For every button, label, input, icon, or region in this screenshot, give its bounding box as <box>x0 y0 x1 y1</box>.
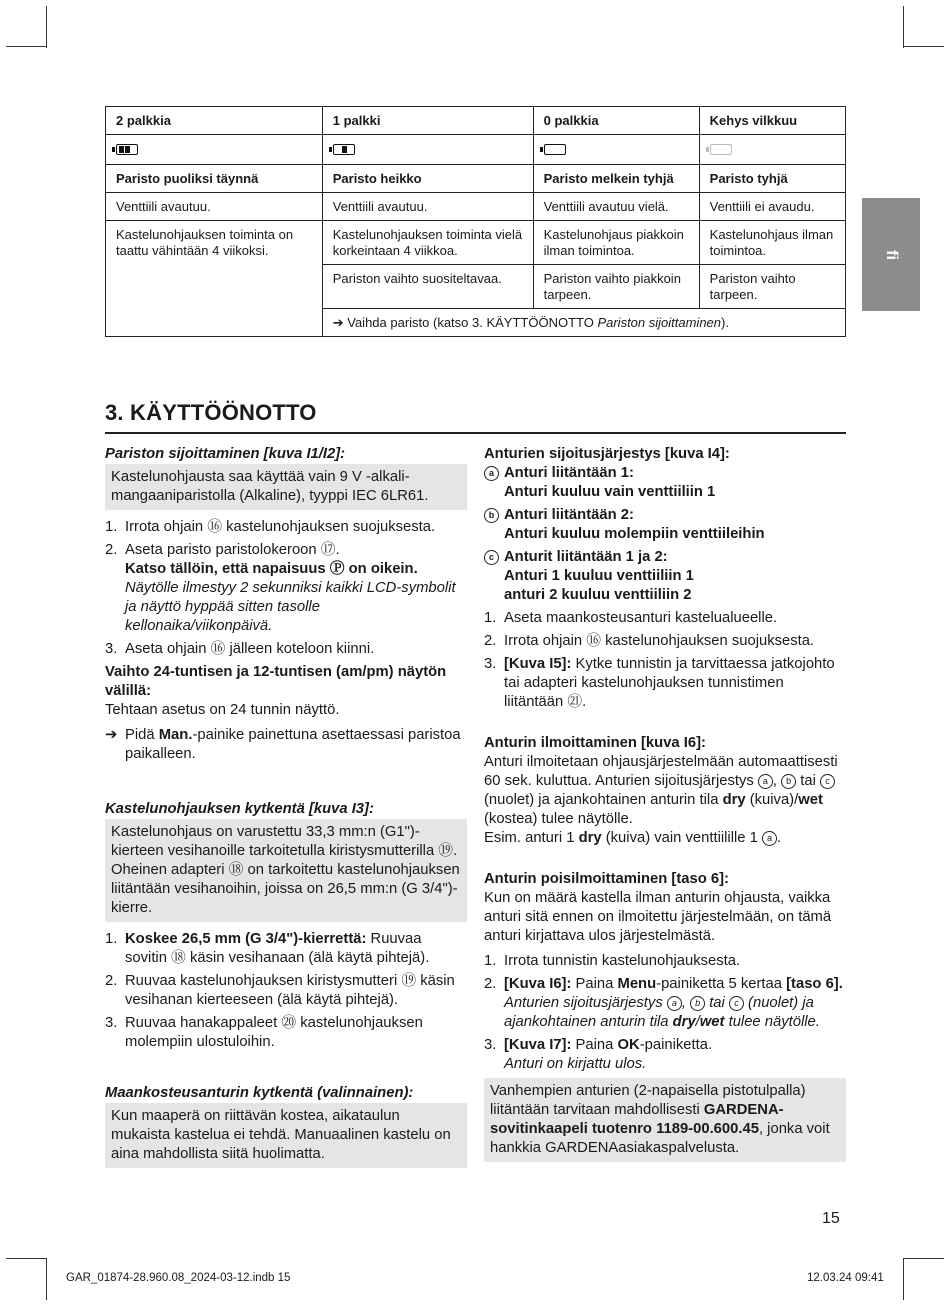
subheading: Maankosteusanturin kytkentä (valinnainen): <box>105 1085 414 1101</box>
battery-blinking-icon <box>710 144 732 155</box>
table-cell: Paristo melkein tyhjä <box>533 165 699 193</box>
subheading: Pariston sijoittaminen [kuva I1/I2]: <box>105 446 346 462</box>
list-item: b Anturi liitäntään 2: Anturi kuuluu molempiin venttiileihin <box>484 506 846 544</box>
subheading: Anturin poisilmoittaminen [taso 6]: <box>484 871 729 887</box>
section-title: 3. KÄYTTÖÖNOTTO <box>105 400 317 425</box>
crop-mark <box>903 6 904 48</box>
crop-mark <box>904 1258 944 1259</box>
table-cell: Pariston vaihto piakkoin tarpeen. <box>533 265 699 309</box>
left-column <box>105 445 467 1176</box>
paragraph: Anturi ilmoitetaan ohjausjärjestelmään automaattisesti 60 sek. kuluttua. Anturien sijoitusjärjestys a , b tai c (nuolet) ja ajankohtainen anturin tila dry (kuiva)/wet (kostea) tulee näytölle. Esim. anturi 1 dry (kuiva) vain venttiilille 1 a . <box>484 754 838 846</box>
table-row <box>106 193 846 221</box>
language-tab: fi <box>862 198 920 311</box>
table-row <box>106 221 846 265</box>
table-header: 2 palkkia <box>106 107 323 135</box>
table-row <box>106 165 846 193</box>
table-cell: Venttiili ei avaudu. <box>699 193 845 221</box>
battery-two-bars-icon <box>116 144 138 155</box>
crop-mark <box>903 1258 904 1300</box>
table-cell: Paristo tyhjä <box>699 165 845 193</box>
list-item: 3. [Kuva I5]: Kytke tunnistin ja tarvittaessa jatkojohto tai adapteri kastelunohjauksen tunnistimen liitäntään ㉑. <box>484 656 835 710</box>
page-number: 15 <box>822 1210 840 1227</box>
table-cell: Kastelunohjauksen toiminta on taattu vähintään 4 viikoksi. <box>106 221 323 337</box>
info-box: Vanhempien anturien (2-napaisella pistotulpalla) liitäntään tarvitaan mahdollisesti GARDENA-sovitinkaapeli tuotenro 1189-00.600.45, jonka voit hankkia GARDENAasiakaspalvelusta. <box>484 1078 846 1162</box>
right-column <box>484 445 846 1170</box>
crop-mark <box>46 6 47 48</box>
table-header: 0 palkkia <box>533 107 699 135</box>
list-item: 3. [Kuva I7]: Paina OK-painiketta. Anturi on kirjattu ulos. <box>484 1037 713 1072</box>
list-item: a Anturi liitäntään 1: Anturi kuuluu vain venttiiliin 1 <box>484 464 846 502</box>
info-box: Kastelunohjaus on varustettu 33,3 mm:n (G1")-kierteen vesihanoille tarkoitetulla kiristysmutterilla ⑲. Oheinen adapteri ⑱ on tarkoitettu kastelunohjauksen liitäntään vesihanoihin, joissa on 26,5 mm:n (G 3/4")-kierre. <box>105 819 467 922</box>
list-item: ➔ Pidä Man.-painike painettuna asettaessasi paristoa paikalleen. <box>105 727 461 762</box>
subheading: Anturien sijoitusjärjestys [kuva I4]: <box>484 446 730 462</box>
battery-status-table <box>105 106 846 337</box>
list-item: 2. Ruuvaa kastelunohjauksen kiristysmutteri ⑲ käsin vesihanan kierteeseen (älä käytä pihtejä). <box>105 973 455 1008</box>
table-cell: Kastelunohjauksen toiminta vielä korkeintaan 4 viikkoa. <box>322 221 533 265</box>
table-cell: Pariston vaihto tarpeen. <box>699 265 845 309</box>
table-header: 1 palkki <box>322 107 533 135</box>
list-item: 2. Aseta paristo paristolokeroon ⑰. Katso tällöin, että napaisuus Ⓟ on oikein. Näytölle ilmestyy 2 sekunniksi kaikki LCD-symbolit ja näyttö hyppää sitten tasolle kellonaika/viikonpäivä. <box>105 542 456 634</box>
table-note: ➔ Vaihda paristo (katso 3. KÄYTTÖÖNOTTO Pariston sijoittaminen). <box>322 309 845 337</box>
list-item: 1. Koskee 26,5 mm (G 3/4")-kierrettä: Ruuvaa sovitin ⑱ käsin vesihanaan (älä käytä pihtejä). <box>105 931 430 966</box>
list-item: 1. Irrota ohjain ⑯ kastelunohjauksen suojuksesta. <box>105 519 436 535</box>
footer-filename: GAR_01874-28.960.08_2024-03-12.indb 15 <box>66 1272 291 1284</box>
list-item: 3. Ruuvaa hanakappaleet ⑳ kastelunohjauksen molempiin ulostuloihin. <box>105 1015 423 1050</box>
crop-mark <box>6 46 46 47</box>
subheading: Kastelunohjauksen kytkentä [kuva I3]: <box>105 801 374 817</box>
battery-one-bar-icon <box>333 144 355 155</box>
table-cell: Pariston vaihto suositeltavaa. <box>322 265 533 309</box>
list-item: 1. Irrota tunnistin kastelunohjauksesta. <box>484 953 741 969</box>
subheading: Anturin ilmoittaminen [kuva I6]: <box>484 735 706 751</box>
footer-timestamp: 12.03.24 09:41 <box>807 1272 884 1284</box>
table-header: Kehys vilkkuu <box>699 107 845 135</box>
crop-mark <box>904 46 944 47</box>
crop-mark <box>6 1258 46 1259</box>
battery-empty-icon <box>544 144 566 155</box>
info-box: Kun maaperä on riittävän kostea, aikataulun mukaista kastelua ei tehdä. Manuaalinen kastelu on aina mahdollista siitä huolimatta. <box>105 1103 467 1168</box>
table-cell: Venttiili avautuu vielä. <box>533 193 699 221</box>
paragraph: Kun on määrä kastella ilman anturin ohjausta, vaikka anturi sitä ennen on ilmoitettu järjestelmään, on tämä anturi kirjattava ulos järjestelmästä. <box>484 890 832 944</box>
table-cell: Paristo heikko <box>322 165 533 193</box>
list-item: 3. Aseta ohjain ⑯ jälleen koteloon kiinni. <box>105 641 375 657</box>
info-box: Kastelunohjausta saa käyttää vain 9 V -alkali-mangaaniparistolla (Alkaline), tyyppi IEC 6LR61. <box>105 464 467 510</box>
divider <box>105 432 846 434</box>
crop-mark <box>46 1258 47 1300</box>
table-cell: Kastelunohjaus piakkoin ilman toimintoa. <box>533 221 699 265</box>
table-cell: Kastelunohjaus ilman toimintoa. <box>699 221 845 265</box>
paragraph: Tehtaan asetus on 24 tunnin näyttö. <box>105 702 340 718</box>
list-item: 2. Irrota ohjain ⑯ kastelunohjauksen suojuksesta. <box>484 633 815 649</box>
list-item: 1. Aseta maankosteusanturi kastelualueelle. <box>484 610 778 626</box>
table-row <box>106 135 846 165</box>
list-item: 2. [Kuva I6]: Paina Menu-painiketta 5 kertaa [taso 6]. Anturien sijoitusjärjestys a , b tai c (nuolet) ja ajankohtainen anturin tila dry/wet tulee näytölle. <box>484 976 843 1030</box>
subheading: Vaihto 24-tuntisen ja 12-tuntisen (am/pm) näytön välillä: <box>105 664 447 699</box>
table-row <box>106 107 846 135</box>
table-cell: Paristo puoliksi täynnä <box>106 165 323 193</box>
list-item: c Anturit liitäntään 1 ja 2: Anturi 1 kuuluu venttiiliin 1 anturi 2 kuuluu venttiiliin 2 <box>484 548 846 605</box>
table-cell: Venttiili avautuu. <box>106 193 323 221</box>
table-cell: Venttiili avautuu. <box>322 193 533 221</box>
